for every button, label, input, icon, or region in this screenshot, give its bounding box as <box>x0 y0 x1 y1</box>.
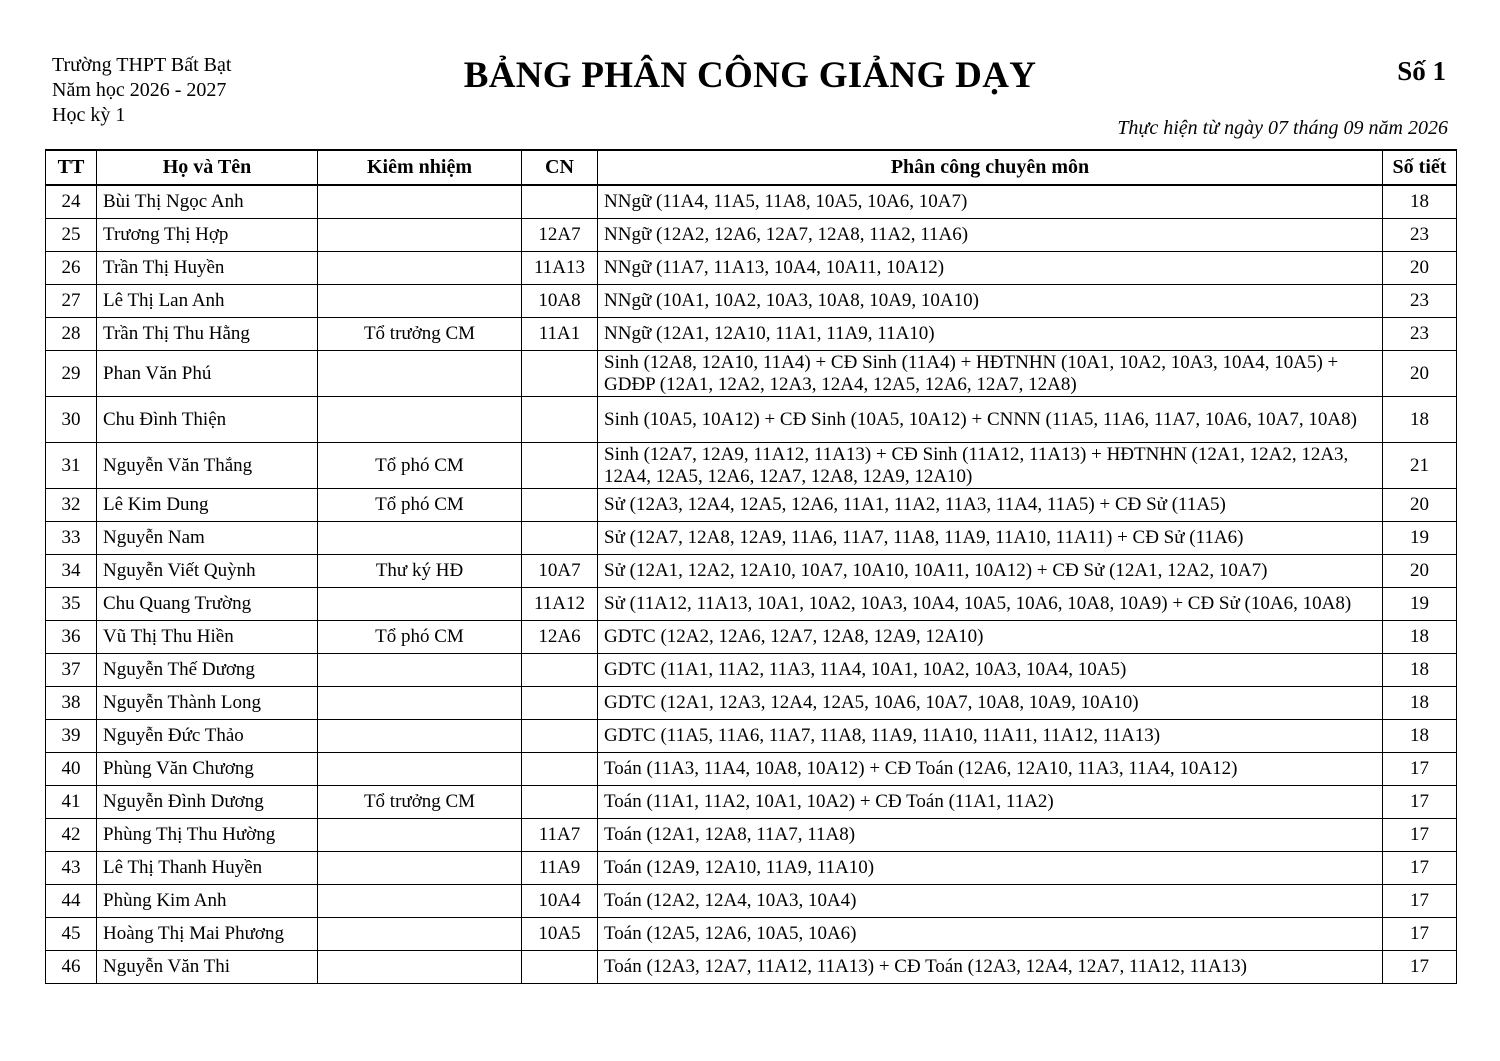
cell-name: Phùng Thị Thu Hường <box>97 819 318 852</box>
cell-tt: 34 <box>46 555 97 588</box>
cell-periods: 19 <box>1383 522 1457 555</box>
school-year: Năm học 2026 - 2027 <box>52 79 227 101</box>
cell-name: Nguyễn Thành Long <box>97 687 318 720</box>
table-row <box>46 621 1457 654</box>
table-row <box>46 185 1457 219</box>
cell-role: Tổ trưởng CM <box>318 318 522 351</box>
document-number: Số 1 <box>1397 56 1446 86</box>
cell-cn: 11A12 <box>522 588 598 621</box>
cell-name: Hoàng Thị Mai Phương <box>97 918 318 951</box>
cell-periods: 23 <box>1383 219 1457 252</box>
cell-assignment: Sử (12A1, 12A2, 12A10, 10A7, 10A10, 10A11, 10A12) + CĐ Sử (12A1, 12A2, 10A7) <box>598 555 1383 588</box>
cell-assignment: Sinh (12A7, 12A9, 11A12, 11A13) + CĐ Sinh (11A12, 11A13) + HĐTNHN (12A1, 12A2, 12A3, 12A4, 12A5, 12A6, 12A7, 12A8, 12A9, 12A10) <box>598 443 1383 489</box>
table-row <box>46 252 1457 285</box>
cell-assignment: NNgữ (11A7, 11A13, 10A4, 10A11, 10A12) <box>598 252 1383 285</box>
cell-name: Lê Thị Thanh Huyền <box>97 852 318 885</box>
cell-cn <box>522 489 598 522</box>
cell-name: Bùi Thị Ngọc Anh <box>97 185 318 219</box>
cell-assignment: Toán (11A3, 11A4, 10A8, 10A12) + CĐ Toán (12A6, 12A10, 11A3, 11A4, 10A12) <box>598 753 1383 786</box>
cell-cn <box>522 443 598 489</box>
cell-periods: 17 <box>1383 819 1457 852</box>
cell-cn <box>522 397 598 443</box>
cell-tt: 46 <box>46 951 97 984</box>
cell-cn: 10A4 <box>522 885 598 918</box>
cell-periods: 17 <box>1383 918 1457 951</box>
cell-cn <box>522 786 598 819</box>
cell-role <box>318 918 522 951</box>
cell-role <box>318 852 522 885</box>
cell-cn: 12A7 <box>522 219 598 252</box>
cell-name: Nguyễn Viết Quỳnh <box>97 555 318 588</box>
cell-cn <box>522 185 598 219</box>
cell-cn <box>522 951 598 984</box>
cell-name: Chu Đình Thiện <box>97 397 318 443</box>
cell-assignment: GDTC (12A1, 12A3, 12A4, 12A5, 10A6, 10A7, 10A8, 10A9, 10A10) <box>598 687 1383 720</box>
cell-assignment: NNgữ (12A1, 12A10, 11A1, 11A9, 11A10) <box>598 318 1383 351</box>
cell-tt: 40 <box>46 753 97 786</box>
cell-tt: 43 <box>46 852 97 885</box>
table-row <box>46 654 1457 687</box>
cell-periods: 20 <box>1383 351 1457 397</box>
table-row <box>46 753 1457 786</box>
cell-role <box>318 720 522 753</box>
cell-role <box>318 588 522 621</box>
cell-role <box>318 185 522 219</box>
cell-role <box>318 252 522 285</box>
cell-tt: 25 <box>46 219 97 252</box>
cell-periods: 18 <box>1383 687 1457 720</box>
cell-name: Nguyễn Văn Thắng <box>97 443 318 489</box>
cell-assignment: Toán (11A1, 11A2, 10A1, 10A2) + CĐ Toán (11A1, 11A2) <box>598 786 1383 819</box>
cell-role <box>318 885 522 918</box>
column-header-periods: Số tiết <box>1383 150 1457 185</box>
cell-assignment: Toán (12A9, 12A10, 11A9, 11A10) <box>598 852 1383 885</box>
cell-role <box>318 753 522 786</box>
cell-tt: 30 <box>46 397 97 443</box>
cell-periods: 19 <box>1383 588 1457 621</box>
cell-periods: 18 <box>1383 185 1457 219</box>
cell-name: Trần Thị Thu Hằng <box>97 318 318 351</box>
document-title: BẢNG PHÂN CÔNG GIẢNG DẠY <box>463 55 1037 96</box>
cell-cn <box>522 351 598 397</box>
cell-role <box>318 397 522 443</box>
cell-assignment: GDTC (11A5, 11A6, 11A7, 11A8, 11A9, 11A10, 11A11, 11A12, 11A13) <box>598 720 1383 753</box>
cell-name: Nguyễn Đức Thảo <box>97 720 318 753</box>
cell-periods: 17 <box>1383 753 1457 786</box>
cell-role <box>318 351 522 397</box>
cell-periods: 17 <box>1383 786 1457 819</box>
cell-periods: 18 <box>1383 397 1457 443</box>
table-row <box>46 318 1457 351</box>
cell-periods: 20 <box>1383 555 1457 588</box>
column-header-name: Họ và Tên <box>97 150 318 185</box>
cell-tt: 42 <box>46 819 97 852</box>
cell-assignment: Sinh (12A8, 12A10, 11A4) + CĐ Sinh (11A4) + HĐTNHN (10A1, 10A2, 10A3, 10A4, 10A5) + GDĐP (12A1, 12A2, 12A3, 12A4, 12A5, 12A6, 12A7, 12A8) <box>598 351 1383 397</box>
cell-cn: 10A5 <box>522 918 598 951</box>
column-header-cn: CN <box>522 150 598 185</box>
cell-name: Phùng Kim Anh <box>97 885 318 918</box>
cell-tt: 31 <box>46 443 97 489</box>
cell-tt: 44 <box>46 885 97 918</box>
table-row <box>46 397 1457 443</box>
cell-tt: 29 <box>46 351 97 397</box>
cell-tt: 35 <box>46 588 97 621</box>
assignment-table <box>45 149 1457 984</box>
cell-periods: 17 <box>1383 852 1457 885</box>
cell-cn: 11A13 <box>522 252 598 285</box>
cell-role: Thư ký HĐ <box>318 555 522 588</box>
cell-tt: 39 <box>46 720 97 753</box>
cell-cn: 12A6 <box>522 621 598 654</box>
column-header-role: Kiêm nhiệm <box>318 150 522 185</box>
cell-role <box>318 951 522 984</box>
cell-periods: 23 <box>1383 285 1457 318</box>
cell-assignment: NNgữ (11A4, 11A5, 11A8, 10A5, 10A6, 10A7) <box>598 185 1383 219</box>
table-body <box>46 185 1457 984</box>
cell-assignment: GDTC (11A1, 11A2, 11A3, 11A4, 10A1, 10A2, 10A3, 10A4, 10A5) <box>598 654 1383 687</box>
cell-periods: 23 <box>1383 318 1457 351</box>
cell-name: Chu Quang Trường <box>97 588 318 621</box>
cell-role <box>318 687 522 720</box>
cell-role: Tổ trưởng CM <box>318 786 522 819</box>
cell-cn: 10A8 <box>522 285 598 318</box>
table-row <box>46 885 1457 918</box>
table-row <box>46 351 1457 397</box>
cell-cn: 10A7 <box>522 555 598 588</box>
table-row <box>46 720 1457 753</box>
cell-name: Phùng Văn Chương <box>97 753 318 786</box>
cell-tt: 33 <box>46 522 97 555</box>
cell-tt: 32 <box>46 489 97 522</box>
effective-date: Thực hiện từ ngày 07 tháng 09 năm 2026 <box>1117 117 1448 139</box>
table-row <box>46 555 1457 588</box>
cell-assignment: NNgữ (10A1, 10A2, 10A3, 10A8, 10A9, 10A10) <box>598 285 1383 318</box>
cell-tt: 27 <box>46 285 97 318</box>
cell-periods: 18 <box>1383 621 1457 654</box>
cell-assignment: Sử (11A12, 11A13, 10A1, 10A2, 10A3, 10A4, 10A5, 10A6, 10A8, 10A9) + CĐ Sử (10A6, 10A8) <box>598 588 1383 621</box>
cell-assignment: Sử (12A7, 12A8, 12A9, 11A6, 11A7, 11A8, 11A9, 11A10, 11A11) + CĐ Sử (11A6) <box>598 522 1383 555</box>
cell-assignment: Toán (12A5, 12A6, 10A5, 10A6) <box>598 918 1383 951</box>
cell-name: Trương Thị Hợp <box>97 219 318 252</box>
table-row <box>46 786 1457 819</box>
cell-cn <box>522 720 598 753</box>
column-header-assignment: Phân công chuyên môn <box>598 150 1383 185</box>
cell-periods: 18 <box>1383 720 1457 753</box>
table-row <box>46 852 1457 885</box>
cell-assignment: GDTC (12A2, 12A6, 12A7, 12A8, 12A9, 12A10) <box>598 621 1383 654</box>
cell-periods: 17 <box>1383 951 1457 984</box>
cell-tt: 36 <box>46 621 97 654</box>
cell-cn <box>522 522 598 555</box>
cell-tt: 24 <box>46 185 97 219</box>
cell-name: Trần Thị Huyền <box>97 252 318 285</box>
cell-periods: 20 <box>1383 252 1457 285</box>
cell-role: Tổ phó CM <box>318 621 522 654</box>
cell-tt: 41 <box>46 786 97 819</box>
cell-name: Nguyễn Đình Dương <box>97 786 318 819</box>
cell-tt: 45 <box>46 918 97 951</box>
cell-name: Nguyễn Văn Thi <box>97 951 318 984</box>
cell-cn: 11A7 <box>522 819 598 852</box>
cell-tt: 28 <box>46 318 97 351</box>
cell-role <box>318 654 522 687</box>
school-name: Trường THPT Bất Bạt <box>52 54 232 76</box>
cell-periods: 18 <box>1383 654 1457 687</box>
cell-tt: 37 <box>46 654 97 687</box>
cell-cn: 11A9 <box>522 852 598 885</box>
cell-assignment: Sinh (10A5, 10A12) + CĐ Sinh (10A5, 10A12) + CNNN (11A5, 11A6, 11A7, 10A6, 10A7, 10A8) <box>598 397 1383 443</box>
cell-periods: 20 <box>1383 489 1457 522</box>
table-row <box>46 687 1457 720</box>
cell-periods: 17 <box>1383 885 1457 918</box>
cell-tt: 38 <box>46 687 97 720</box>
table-row <box>46 489 1457 522</box>
table-row <box>46 219 1457 252</box>
cell-name: Lê Thị Lan Anh <box>97 285 318 318</box>
cell-role <box>318 285 522 318</box>
cell-name: Phan Văn Phú <box>97 351 318 397</box>
cell-role <box>318 219 522 252</box>
column-header-tt: TT <box>46 150 97 185</box>
cell-assignment: Toán (12A3, 12A7, 11A12, 11A13) + CĐ Toán (12A3, 12A4, 12A7, 11A12, 11A13) <box>598 951 1383 984</box>
cell-assignment: Toán (12A2, 12A4, 10A3, 10A4) <box>598 885 1383 918</box>
cell-cn <box>522 753 598 786</box>
cell-assignment: Toán (12A1, 12A8, 11A7, 11A8) <box>598 819 1383 852</box>
cell-cn <box>522 654 598 687</box>
cell-assignment: Sử (12A3, 12A4, 12A5, 12A6, 11A1, 11A2, 11A3, 11A4, 11A5) + CĐ Sử (11A5) <box>598 489 1383 522</box>
cell-name: Nguyễn Thế Dương <box>97 654 318 687</box>
cell-role: Tổ phó CM <box>318 489 522 522</box>
table-row <box>46 951 1457 984</box>
table-row <box>46 588 1457 621</box>
cell-assignment: NNgữ (12A2, 12A6, 12A7, 12A8, 11A2, 11A6) <box>598 219 1383 252</box>
cell-role <box>318 819 522 852</box>
cell-cn: 11A1 <box>522 318 598 351</box>
cell-role <box>318 522 522 555</box>
table-row <box>46 285 1457 318</box>
cell-name: Nguyễn Nam <box>97 522 318 555</box>
table-row <box>46 443 1457 489</box>
cell-name: Lê Kim Dung <box>97 489 318 522</box>
cell-periods: 21 <box>1383 443 1457 489</box>
semester: Học kỳ 1 <box>52 104 126 126</box>
table-row <box>46 918 1457 951</box>
table-row <box>46 819 1457 852</box>
cell-name: Vũ Thị Thu Hiền <box>97 621 318 654</box>
table-row <box>46 522 1457 555</box>
table-header-row <box>46 150 1457 185</box>
cell-cn <box>522 687 598 720</box>
cell-tt: 26 <box>46 252 97 285</box>
cell-role: Tổ phó CM <box>318 443 522 489</box>
